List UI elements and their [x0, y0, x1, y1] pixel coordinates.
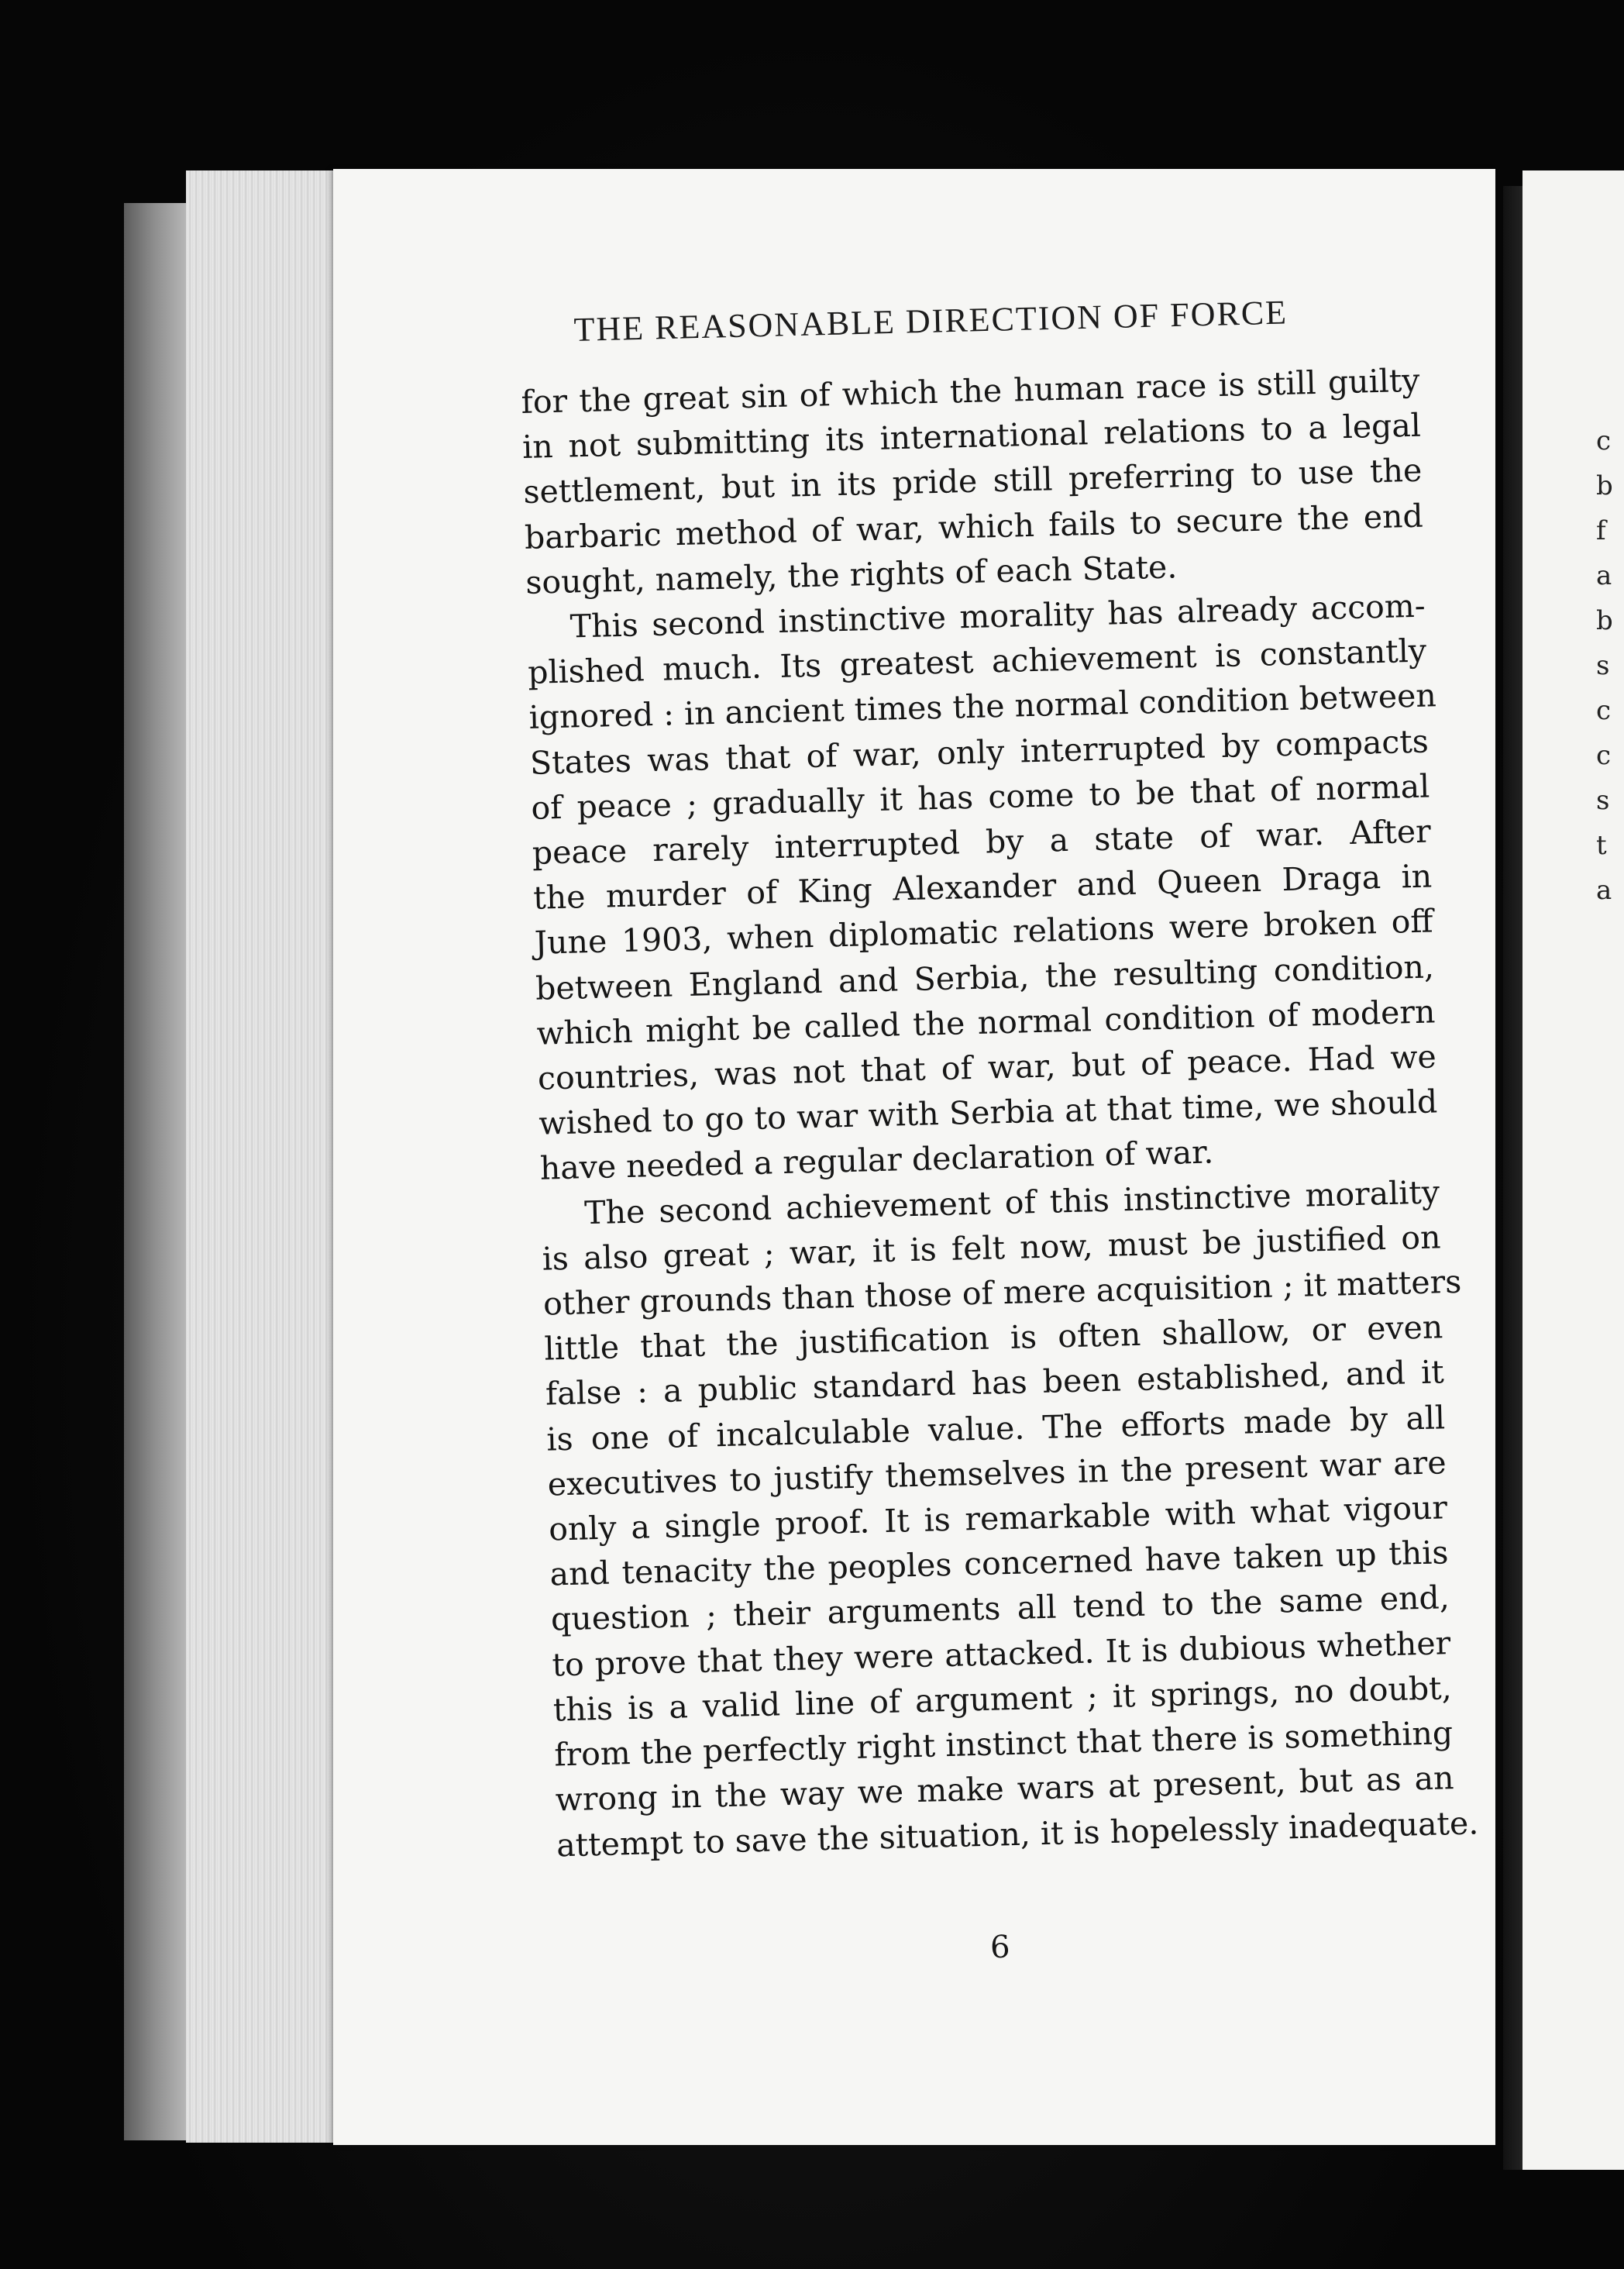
paragraph-3 [541, 1169, 1479, 1868]
text-line: which might be called the normal condition of modern [536, 993, 1436, 1052]
facing-page-text [1596, 418, 1613, 913]
text-line: in not submitting its international relations to a legal [521, 406, 1422, 467]
facing-fragment: c [1596, 740, 1612, 771]
facing-fragment: c [1596, 425, 1612, 456]
text-line: only a single proof. It is remarkable with what vigour [548, 1489, 1448, 1548]
text-line: for the great sin of which the human race is still guilty [521, 361, 1420, 421]
page-body [521, 358, 1479, 1868]
text-line: false : a public standard has been established, and it [545, 1353, 1445, 1413]
facing-fragment: t [1596, 830, 1607, 861]
text-line: settlement, but in its pride still preferring to use the [522, 452, 1423, 511]
text-line: this is a valid line of argument ; it springs, no doubt, [552, 1669, 1453, 1729]
facing-fragment: a [1596, 875, 1612, 906]
facing-fragment: c [1596, 695, 1612, 726]
text-line: other grounds than those of mere acquisition ; it matters [542, 1262, 1462, 1323]
text-line: the murder of King Alexander and Queen Draga in [532, 857, 1433, 918]
text-line: ignored : in ancient times the normal condition between [528, 677, 1437, 737]
text-line: between England and Serbia, the resulting condition, [535, 948, 1435, 1007]
page-stack [186, 170, 341, 2143]
text-line: wished to go to war with Serbia at that time, we should [538, 1083, 1438, 1142]
text-line: executives to justify themselves in the present war are [547, 1444, 1447, 1503]
text-line: little that the justification is often shallow, or even [543, 1308, 1443, 1368]
paragraph-1 [521, 358, 1425, 605]
facing-fragment: s [1596, 650, 1610, 681]
text-line: This second instinctive morality has already accom- [569, 587, 1426, 646]
text-line: States was that of war, only interrupted by compacts [529, 722, 1430, 782]
facing-fragment: b [1596, 470, 1613, 501]
text-line: sought, namely, the rights of each State. [525, 548, 1178, 601]
text-line: and tenacity the peoples concerned have taken up this [549, 1534, 1449, 1593]
facing-fragment: f [1596, 515, 1606, 546]
text-line: plished much. Its greatest achievement is constantly [527, 632, 1427, 692]
text-line: peace rarely interrupted by a state of war. After [532, 812, 1432, 872]
text-line: The second achievement of this instinctive morality [583, 1173, 1440, 1231]
text-line: wrong in the way we make wars at present, but as an [555, 1759, 1455, 1819]
text-line: from the perfectly right instinct that there is something [553, 1714, 1454, 1774]
text-line: attempt to save the situation, it is hopelessly inadequate. [556, 1803, 1479, 1864]
text-line: is one of incalculable value. The efforts made by all [545, 1398, 1446, 1458]
text-line: of peace ; gradually it has come to be that of normal [530, 767, 1430, 827]
page-number: 6 [989, 1929, 1011, 1966]
text-line: to prove that they were attacked. It is dubious whether [551, 1623, 1451, 1684]
paragraph-2 [526, 584, 1439, 1192]
running-head: THE REASONABLE DIRECTION OF FORCE [573, 293, 1289, 349]
text-line: barbaric method of war, which fails to secure the end [524, 497, 1424, 556]
text-line: question ; their arguments all tend to the same end, [550, 1579, 1450, 1638]
text-line: countries, was not that of war, but of peace. Had we [537, 1038, 1437, 1097]
text-line: June 1903, when diplomatic relations were broken off [534, 902, 1434, 962]
text-line: have needed a regular declaration of war. [539, 1133, 1214, 1188]
facing-fragment: s [1596, 785, 1610, 816]
text-line: is also great ; war, it is felt now, must be justified on [542, 1218, 1441, 1278]
facing-fragment: a [1596, 560, 1612, 591]
facing-fragment: b [1596, 605, 1613, 636]
